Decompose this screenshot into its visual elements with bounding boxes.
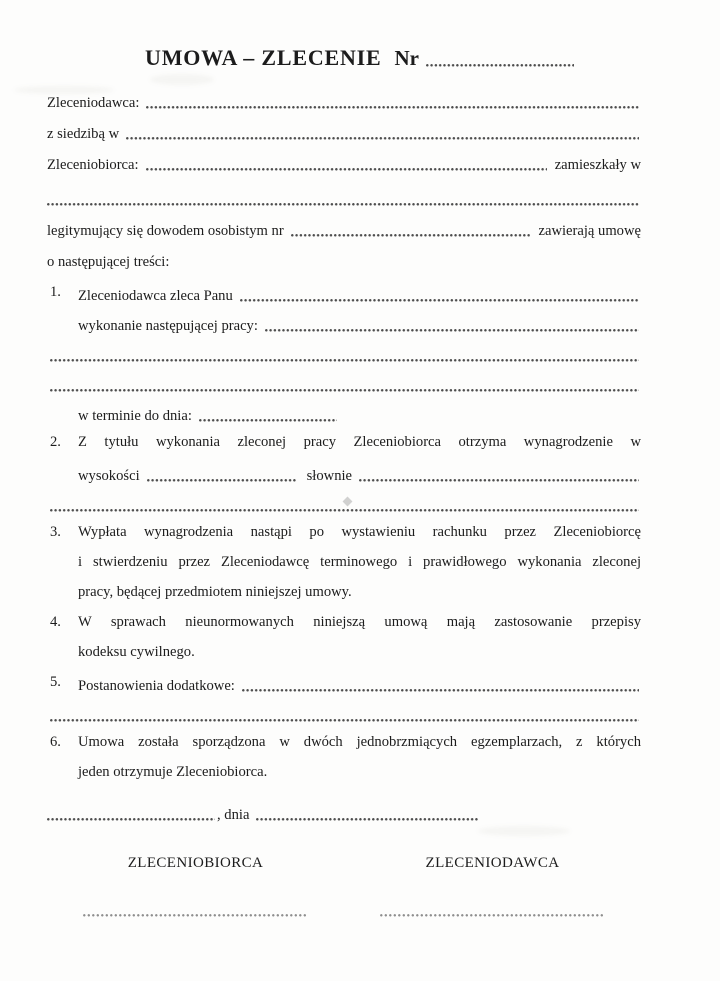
zleceniodawca-signature-line-col (344, 914, 641, 917)
postanowienia-label: Postanowienia dodatkowe: (78, 678, 235, 694)
clause-3 (47, 517, 641, 607)
zleceniobiorca-blank (146, 168, 547, 171)
intro-text: o następującej treści: (47, 254, 170, 270)
zleca-panu-label: Zleceniodawca zleca Panu (78, 288, 233, 304)
zleceniobiorca-signature-line (83, 914, 308, 917)
dowod-blank (291, 234, 531, 237)
zleceniobiorca-signature-label: ZLECENIOBIORCA (127, 855, 264, 871)
clause-1-line-5 (78, 397, 641, 427)
clause-6 (47, 727, 641, 787)
clause-1-line-3 (50, 337, 641, 367)
clause-1-line-2 (78, 307, 641, 337)
clause-3-body (78, 517, 641, 607)
clause-3-number: 3. (50, 524, 61, 540)
zleceniobiorca-row (47, 145, 641, 176)
clause-2-line-2 (78, 457, 641, 487)
dowod-label: legitymujący się dowodem osobistym nr (47, 223, 284, 239)
clause-2-body (78, 427, 641, 517)
clauses-section (47, 277, 641, 787)
clause-1-body (78, 277, 641, 427)
clause-2 (47, 427, 641, 517)
wysokosc-blank (147, 479, 297, 482)
zleceniodawca-row (47, 83, 641, 114)
zleceniobiorca-label: Zleceniobiorca: (47, 157, 139, 173)
zamieszkaly-suffix: zamieszkały w (554, 157, 641, 173)
dnia-label: , dnia (217, 807, 250, 823)
clause-4-line-2: kodeksu cywilnego. (78, 644, 195, 660)
clause-1-number: 1. (50, 284, 61, 300)
zleceniobiorca-signature-col (47, 854, 344, 872)
address-row (47, 180, 641, 211)
zleceniodawca-signature-col (344, 854, 641, 872)
clause-3-line-2: i stwierdzeniu przez Zleceniodawcę terminowego i prawidłowego wykonania zleconej (78, 554, 641, 570)
clause-6-body (78, 727, 641, 787)
postanowienia-blank (242, 689, 639, 692)
clause-1-line-1 (78, 277, 641, 307)
zleceniodawca-label: Zleceniodawca: (47, 95, 140, 111)
siedziba-blank (126, 137, 639, 140)
zleceniobiorca-signature-line-col (47, 914, 344, 917)
document-title-row (145, 44, 641, 72)
umowa-suffix: zawierają umowę (538, 223, 641, 239)
clause-2-line-3 (50, 487, 641, 517)
place-blank (47, 818, 215, 821)
clause-5-line-2 (50, 697, 641, 727)
signature-labels-row (47, 854, 641, 872)
intro-row (47, 242, 641, 273)
siedziba-label: z siedzibą w (47, 126, 120, 142)
zleceniodawca-blank (146, 106, 639, 109)
dowod-row (47, 211, 641, 242)
clause-6-line-2: jeden otrzymuje Zleceniobiorca. (78, 764, 268, 780)
clause-5 (47, 667, 641, 727)
clause-4 (47, 607, 641, 667)
parties-section (47, 83, 641, 273)
clause-5-number: 5. (50, 674, 61, 690)
clause-4-line-1: W sprawach nieunormowanych niniejszą umową mają zastosowanie przepisy (78, 614, 641, 630)
clause-4-body (78, 607, 641, 667)
signature-lines-row (47, 914, 641, 917)
clause-1 (47, 277, 641, 427)
document-title: UMOWA – ZLECENIE (145, 45, 382, 70)
document-content (47, 0, 641, 917)
clause-2-line-1: Z tytułu wykonania zleconej pracy Zleceniobiorca otrzyma wynagrodzenie w (78, 434, 641, 450)
slownie-label: słownie (306, 468, 353, 484)
title-number-blank (426, 64, 574, 67)
slownie-blank (359, 479, 639, 482)
clause-6-number: 6. (50, 734, 61, 750)
praca-blank-line-2 (50, 359, 639, 362)
place-date-row (47, 795, 641, 826)
termin-blank (199, 419, 337, 422)
zleca-panu-blank (240, 299, 639, 302)
praca-blank-line-3 (50, 389, 639, 392)
clause-5-body (78, 667, 641, 727)
clause-2-number: 2. (50, 434, 61, 450)
wysokosc-label: wysokości (78, 468, 140, 484)
praca-blank (265, 329, 639, 332)
title-nr-label: Nr (394, 46, 420, 70)
praca-label: wykonanie następującej pracy: (78, 318, 258, 334)
clause-4-number: 4. (50, 614, 61, 630)
clause-1-line-4 (50, 367, 641, 397)
clause-6-line-1: Umowa została sporządzona w dwóch jednobrzmiących egzemplarzach, z których (78, 734, 641, 750)
address-blank (47, 203, 639, 206)
zleceniodawca-signature-line (380, 914, 605, 917)
slownie-blank-line-2 (50, 509, 639, 512)
date-blank (256, 818, 478, 821)
termin-label: w terminie do dnia: (78, 408, 192, 424)
clause-3-line-1: Wypłata wynagrodzenia nastąpi po wystawieniu rachunku przez Zleceniobiorcę (78, 524, 641, 540)
siedziba-row (47, 114, 641, 145)
postanowienia-blank-line-2 (50, 719, 639, 722)
clause-3-line-3: pracy, będącej przedmiotem niniejszej umowy. (78, 584, 352, 600)
clause-5-line-1 (78, 667, 641, 697)
zleceniodawca-signature-label: ZLECENIODAWCA (425, 855, 560, 871)
